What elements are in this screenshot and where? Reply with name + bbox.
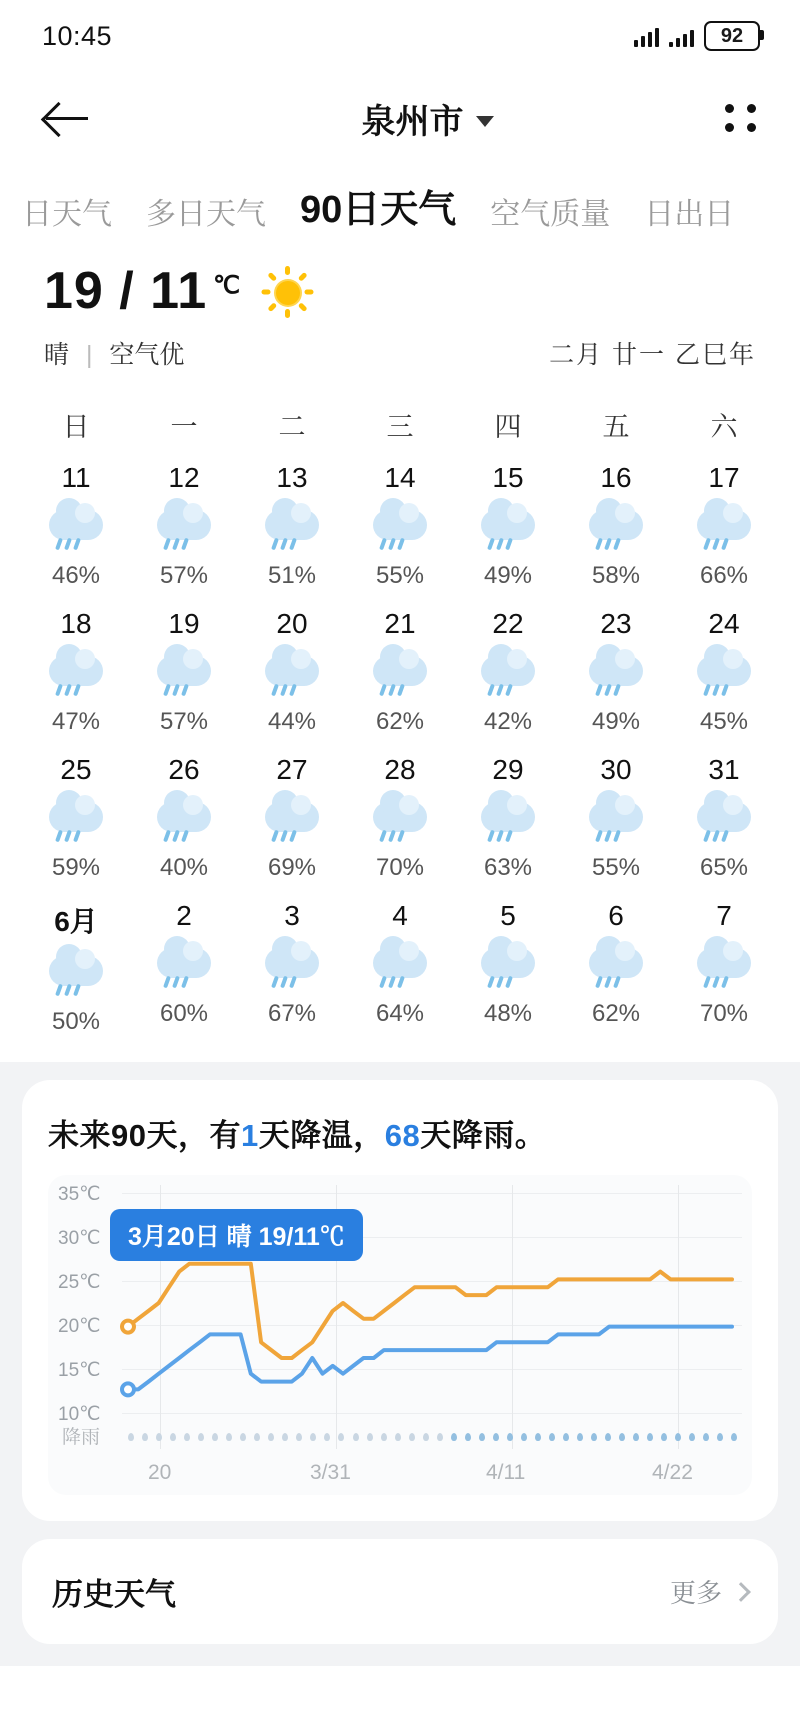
y-tick-20: 20℃ xyxy=(58,1316,101,1337)
summary-suffix: 天降雨。 xyxy=(420,1118,547,1153)
calendar-day-date: 23 xyxy=(600,608,632,639)
temperature-trend-chart[interactable] xyxy=(48,1175,752,1495)
calendar-day-rain-pct: 59% xyxy=(51,854,101,881)
y-tick-25: 25℃ xyxy=(58,1272,101,1293)
summary-cool-days: 1 xyxy=(240,1118,259,1153)
calendar-weekdays xyxy=(22,397,778,462)
calendar-day-date: 3 xyxy=(284,900,300,931)
tab-bar xyxy=(0,164,800,239)
calendar-day-cell[interactable] xyxy=(562,608,670,754)
calendar-week-row xyxy=(22,608,778,754)
air-quality-text: 空气优 xyxy=(109,341,185,369)
calendar-day-date: 28 xyxy=(384,754,416,785)
rain-cloud-icon xyxy=(39,650,113,706)
calendar-day-rain-pct: 57% xyxy=(159,708,209,735)
calendar-day-cell[interactable] xyxy=(238,462,346,608)
calendar-day-rain-pct: 47% xyxy=(51,708,101,735)
x-tick-0: 20 xyxy=(148,1461,172,1484)
calendar-day-rain-pct: 55% xyxy=(591,854,641,881)
history-weather-card[interactable] xyxy=(22,1539,778,1644)
current-temperature: 19 / 11 xyxy=(44,262,208,320)
calendar-day-rain-pct: 45% xyxy=(699,708,749,735)
calendar-day-rain-pct: 65% xyxy=(699,854,749,881)
rain-cloud-icon xyxy=(471,796,545,852)
y-tick-35: 35℃ xyxy=(58,1184,101,1205)
weekday-tue: 二 xyxy=(278,412,306,442)
history-more-label: 更多 xyxy=(669,1578,722,1608)
calendar-day-rain-pct: 57% xyxy=(159,562,209,589)
calendar-day-date: 21 xyxy=(384,608,416,639)
rain-cloud-icon xyxy=(471,504,545,560)
calendar-week-row xyxy=(22,462,778,608)
meta-separator: | xyxy=(85,341,93,369)
calendar-grid xyxy=(0,371,800,1054)
rain-cloud-icon xyxy=(255,942,329,998)
calendar-day-rain-pct: 62% xyxy=(591,1000,641,1027)
rain-cloud-icon xyxy=(579,942,653,998)
calendar-day-rain-pct: 44% xyxy=(267,708,317,735)
x-tick-2: 4/11 xyxy=(486,1461,526,1484)
y-tick-15: 15℃ xyxy=(58,1360,101,1381)
rain-cloud-icon xyxy=(39,796,113,852)
more-options-icon[interactable] xyxy=(725,104,756,132)
rain-cloud-icon xyxy=(687,942,761,998)
calendar-day-date: 26 xyxy=(168,754,200,785)
tab-daily[interactable]: 日天气 xyxy=(22,198,112,231)
condition-group xyxy=(44,335,184,371)
rain-cloud-icon xyxy=(687,504,761,560)
rain-cloud-icon xyxy=(687,796,761,852)
calendar-day-cell[interactable] xyxy=(130,608,238,754)
chevron-down-icon xyxy=(476,116,494,127)
weekday-wed: 三 xyxy=(386,412,414,442)
tab-90day[interactable]: 90日天气 xyxy=(300,189,457,231)
calendar-day-cell[interactable] xyxy=(670,900,778,1054)
calendar-day-date: 19 xyxy=(168,608,200,639)
lunar-date: 二月 廿一 乙巳年 xyxy=(549,341,756,369)
tab-multiday[interactable]: 多日天气 xyxy=(146,198,266,231)
rain-cloud-icon xyxy=(39,950,113,1006)
calendar-day-rain-pct: 63% xyxy=(483,854,533,881)
calendar-day-date: 29 xyxy=(492,754,524,785)
rain-cloud-icon xyxy=(147,650,221,706)
calendar-day-cell[interactable] xyxy=(238,900,346,1054)
calendar-day-cell[interactable] xyxy=(670,754,778,900)
back-arrow-icon[interactable] xyxy=(44,98,90,138)
rain-cloud-icon xyxy=(579,650,653,706)
calendar-day-date: 16 xyxy=(600,462,632,493)
calendar-day-rain-pct: 49% xyxy=(591,708,641,735)
summary-rain-days: 68 xyxy=(384,1118,421,1153)
trend-card xyxy=(22,1080,778,1521)
rain-cloud-icon xyxy=(579,796,653,852)
calendar-rows xyxy=(22,462,778,1054)
calendar-day-cell[interactable] xyxy=(346,462,454,608)
calendar-day-rain-pct: 51% xyxy=(267,562,317,589)
calendar-day-rain-pct: 67% xyxy=(267,1000,317,1027)
x-tick-1: 3/31 xyxy=(310,1461,351,1484)
calendar-day-date: 24 xyxy=(708,608,740,639)
calendar-day-rain-pct: 48% xyxy=(483,1000,533,1027)
calendar-day-date: 2 xyxy=(176,900,192,931)
rain-cloud-icon xyxy=(471,942,545,998)
calendar-day-date: 7 xyxy=(716,900,732,931)
calendar-day-cell[interactable] xyxy=(454,462,562,608)
calendar-day-date: 14 xyxy=(384,462,416,493)
calendar-day-date: 31 xyxy=(708,754,740,785)
current-weather xyxy=(0,239,800,371)
status-time: 10:45 xyxy=(42,20,113,51)
rain-cloud-icon xyxy=(687,650,761,706)
calendar-week-row xyxy=(22,754,778,900)
calendar-day-rain-pct: 64% xyxy=(375,1000,425,1027)
status-indicators xyxy=(634,21,760,51)
condition-text: 晴 xyxy=(44,341,70,369)
current-temp-row xyxy=(44,261,756,321)
signal-bars-secondary-icon xyxy=(669,25,694,47)
calendar-day-cell[interactable] xyxy=(238,608,346,754)
rain-cloud-icon xyxy=(363,504,437,560)
calendar-day-date: 22 xyxy=(492,608,524,639)
calendar-day-cell[interactable] xyxy=(22,608,130,754)
calendar-day-cell[interactable] xyxy=(670,462,778,608)
calendar-day-date: 30 xyxy=(600,754,632,785)
calendar-day-cell[interactable] xyxy=(346,754,454,900)
sun-icon xyxy=(260,265,314,319)
calendar-day-cell[interactable] xyxy=(238,754,346,900)
temperature-unit: ℃ xyxy=(213,272,241,299)
calendar-day-cell[interactable] xyxy=(562,900,670,1054)
rain-cloud-icon xyxy=(363,650,437,706)
trend-card-wrap xyxy=(0,1080,800,1539)
calendar-day-cell[interactable] xyxy=(562,462,670,608)
calendar-day-rain-pct: 46% xyxy=(51,562,101,589)
weekday-sat: 六 xyxy=(710,412,738,442)
weekday-thu: 四 xyxy=(494,412,522,442)
calendar-day-cell[interactable] xyxy=(454,754,562,900)
calendar-day-cell[interactable] xyxy=(346,608,454,754)
calendar-day-date: 13 xyxy=(276,462,308,493)
page-title: 泉州市 xyxy=(361,102,464,141)
rain-axis-label: 降雨 xyxy=(62,1427,101,1448)
calendar-day-rain-pct: 40% xyxy=(159,854,209,881)
signal-bars-icon xyxy=(634,25,659,47)
rain-cloud-icon xyxy=(255,796,329,852)
x-tick-3: 4/22 xyxy=(652,1461,693,1484)
calendar-day-cell[interactable] xyxy=(22,900,130,1054)
rain-cloud-icon xyxy=(363,796,437,852)
calendar-week-row xyxy=(22,900,778,1054)
calendar-day-rain-pct: 70% xyxy=(699,1000,749,1027)
calendar-day-date: 11 xyxy=(61,462,91,493)
summary-prefix: 未来90天，有 xyxy=(48,1118,241,1153)
calendar-day-date: 12 xyxy=(168,462,200,493)
rain-markers xyxy=(128,1433,738,1443)
rain-cloud-icon xyxy=(579,504,653,560)
rain-cloud-icon xyxy=(39,504,113,560)
calendar-day-date: 15 xyxy=(492,462,524,493)
rain-cloud-icon xyxy=(255,504,329,560)
current-meta xyxy=(44,335,756,371)
calendar-day-rain-pct: 42% xyxy=(483,708,533,735)
calendar-day-rain-pct: 62% xyxy=(375,708,425,735)
calendar-day-date: 17 xyxy=(708,462,740,493)
calendar-day-cell[interactable] xyxy=(130,754,238,900)
calendar-day-cell[interactable] xyxy=(454,608,562,754)
calendar-day-date: 27 xyxy=(276,754,308,785)
section-divider xyxy=(0,1062,800,1080)
calendar-day-date: 25 xyxy=(60,754,92,785)
calendar-day-cell[interactable] xyxy=(130,900,238,1054)
tab-sunrise[interactable]: 日出日 xyxy=(644,198,735,231)
history-title: 历史天气 xyxy=(52,1577,176,1612)
calendar-day-cell[interactable] xyxy=(22,462,130,608)
calendar-day-cell[interactable] xyxy=(454,900,562,1054)
weekday-mon: 一 xyxy=(170,412,198,442)
rain-cloud-icon xyxy=(255,650,329,706)
calendar-day-date: 18 xyxy=(60,608,92,639)
calendar-day-rain-pct: 69% xyxy=(267,854,317,881)
weekday-fri: 五 xyxy=(602,412,630,442)
calendar-day-date: 6 xyxy=(608,900,624,931)
chevron-right-icon xyxy=(731,1582,751,1602)
calendar-day-rain-pct: 70% xyxy=(375,854,425,881)
calendar-day-cell[interactable] xyxy=(562,754,670,900)
rain-cloud-icon xyxy=(363,942,437,998)
calendar-day-rain-pct: 60% xyxy=(159,1000,209,1027)
y-tick-30: 30℃ xyxy=(58,1228,101,1249)
calendar-day-cell[interactable] xyxy=(130,462,238,608)
calendar-day-rain-pct: 55% xyxy=(375,562,425,589)
chart-tooltip: 3月20日 晴 19/11℃ xyxy=(110,1209,363,1261)
calendar-day-cell[interactable] xyxy=(346,900,454,1054)
tab-air-quality[interactable]: 空气质量 xyxy=(490,198,611,231)
rain-cloud-icon xyxy=(147,504,221,560)
y-tick-10: 10℃ xyxy=(58,1404,101,1425)
status-bar xyxy=(0,0,800,72)
calendar-day-rain-pct: 58% xyxy=(591,562,641,589)
summary-mid: 天降温， xyxy=(258,1118,385,1153)
city-selector[interactable] xyxy=(362,94,494,143)
nav-bar xyxy=(0,72,800,164)
calendar-day-rain-pct: 50% xyxy=(51,1008,101,1035)
calendar-day-date: 5 xyxy=(500,900,516,931)
calendar-day-date: 20 xyxy=(276,608,308,639)
history-card-wrap xyxy=(0,1539,800,1666)
battery-icon: 92 xyxy=(704,21,760,51)
weekday-sun: 日 xyxy=(62,412,90,442)
calendar-day-rain-pct: 66% xyxy=(699,562,749,589)
history-more-link[interactable] xyxy=(670,1573,748,1610)
rain-cloud-icon xyxy=(147,796,221,852)
calendar-day-rain-pct: 49% xyxy=(483,562,533,589)
calendar-day-cell[interactable] xyxy=(670,608,778,754)
trend-summary xyxy=(48,1110,752,1155)
rain-cloud-icon xyxy=(147,942,221,998)
rain-cloud-icon xyxy=(471,650,545,706)
calendar-day-date: 4 xyxy=(392,900,408,931)
calendar-day-cell[interactable] xyxy=(22,754,130,900)
calendar-day-date: 6月 xyxy=(54,906,98,937)
